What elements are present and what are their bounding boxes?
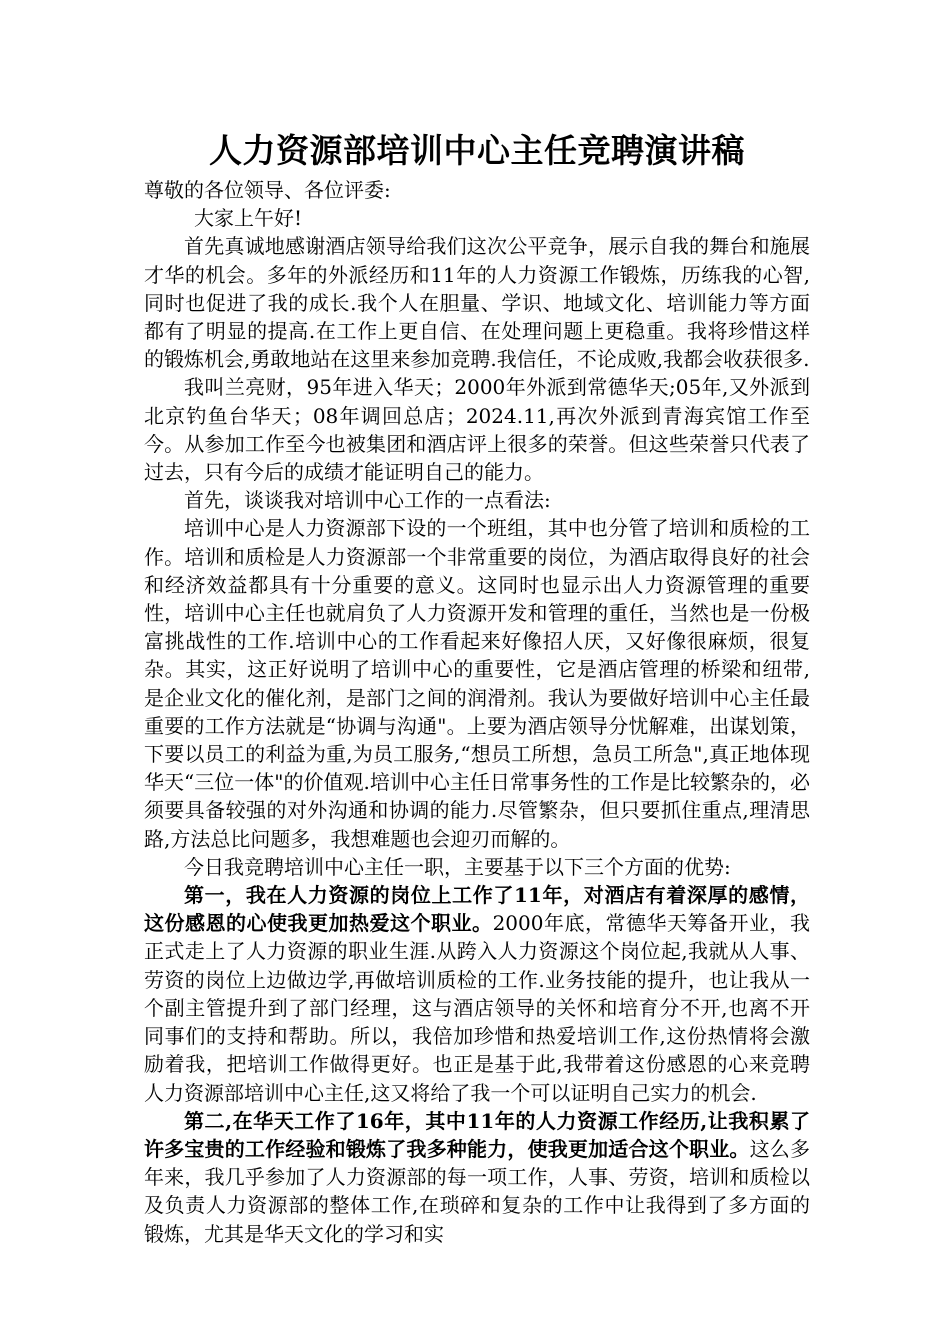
paragraph-advantage-one (144, 881, 810, 1107)
advantage-one-heading: 第一，我在人力资源的岗位上工作了11年，对酒店有着深厚的感情，这份感恩的心使我更加热爱这个职业。 (144, 883, 810, 936)
paragraph-advantages-intro: 今日我竞聘培训中心主任一职，主要基于以下三个方面的优势: (184, 854, 731, 879)
salutation: 尊敬的各位领导、各位评委: (144, 178, 391, 202)
paragraph-view-heading: 首先，谈谈我对培训中心工作的一点看法: (184, 488, 551, 513)
paragraph-advantage-two (144, 1107, 810, 1248)
advantage-two-heading: 第二,在华天工作了16年，其中11年的人力资源工作经历,让我积累了许多宝贵的工作经验和锻炼了我多种能力，使我更加适合这个职业。 (144, 1108, 810, 1161)
advantage-one-body: 2000年底，常德华天筹备开业，我正式走上了人力资源的职业生涯.从跨入人力资源这个岗位起,我就从人事、劳资的岗位上边做边学,再做培训质检的工作.业务技能的提升，也让我从一个副主管提升到了部门经理，这与酒店领导的关怀和培育分不开,也离不开同事们的支持和帮助。所以，我倍加珍惜和热爱培训工作,这份热情将会激励着我，把培训工作做得更好。也正是基于此,我带着这份感恩的心来竞聘人力资源部培训中心主任,这又将给了我一个可以证明自己实力的机会. (144, 911, 811, 1105)
paragraph-self-intro: 我叫兰亮财，95年进入华天；2000年外派到常德华天;05年,又外派到北京钓鱼台华天；08年调回总店；2024.11,再次外派到青海宾馆工作至今。从参加工作至今也被集团和酒店评上很多的荣誉。但这些荣誉只代表了过去，只有今后的成绩才能证明自己的能力。 (144, 375, 810, 485)
paragraph-thanks: 首先真诚地感谢酒店领导给我们这次公平竞争，展示自我的舞台和施展才华的机会。多年的外派经历和11年的人力资源工作锻炼，历练我的心智,同时也促进了我的成长.我个人在胆量、学识、地域文化、培训能力等方面都有了明显的提高.在工作上更自信、在处理问题上更稳重。我将珍惜这样的锻炼机会,勇敢地站在这里来参加竞聘.我信任，不论成败,我都会收获很多. (144, 234, 810, 372)
greeting: 大家上午好! (194, 206, 303, 231)
paragraph-training-center: 培训中心是人力资源部下设的一个班组，其中也分管了培训和质检的工作。培训和质检是人力资源部一个非常重要的岗位，为酒店取得良好的社会和经济效益都具有十分重要的意义。这同时也显示出人力资源管理的重要性，培训中心主任也就肩负了人力资源开发和管理的重任，当然也是一份极富挑战性的工作.培训中心的工作看起来好像招人厌，又好像很麻烦，很复杂。其实，这正好说明了培训中心的重要性，它是酒店管理的桥梁和纽带,是企业文化的催化剂，是部门之间的润滑剂。我认为要做好培训中心主任最重要的工作方法就是“协调与沟通"。上要为酒店领导分忧解难，出谋划策，下要以员工的利益为重,为员工服务,“想员工所想，急员工所急",真正地体现华天“三位一体"的价值观.培训中心主任日常事务性的工作是比较繁杂的，必须要具备较强的对外沟通和协调的能力.尽管繁杂，但只要抓住重点,理清思路,方法总比问题多，我想难题也会迎刃而解的。 (144, 516, 810, 851)
document-title: 人力资源部培训中心主任竞聘演讲稿 (209, 131, 745, 170)
document-page (144, 126, 810, 1248)
advantage-two-body: 这么多年来，我几乎参加了人力资源部的每一项工作，人事、劳资，培训和质检以及负责人力资源部的整体工作,在琐碎和复杂的工作中让我得到了多方面的锻炼，尤其是华天文化的学习和实 (144, 1136, 810, 1246)
